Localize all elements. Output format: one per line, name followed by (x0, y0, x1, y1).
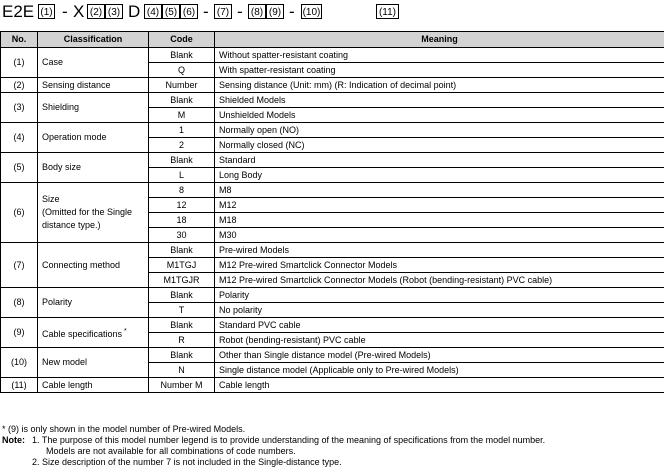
code-cell: Blank (149, 348, 215, 363)
table-header-row (1, 32, 664, 48)
row-number: (8) (1, 288, 38, 318)
meaning-cell: M12 Pre-wired Smartclick Connector Models (Robot (bending-resistant) PVC cable) (215, 273, 664, 288)
header-no: No. (1, 32, 38, 48)
code-cell: Number (149, 78, 215, 93)
row-number: (1) (1, 48, 38, 78)
legend-dash: - (289, 2, 295, 21)
classification-label: Case (42, 57, 64, 67)
table-row (1, 183, 664, 198)
legend-box-9: (9) (266, 4, 284, 19)
classification-cell (38, 183, 149, 243)
meaning-cell: M18 (215, 213, 664, 228)
code-cell: 8 (149, 183, 215, 198)
legend-box-11: (11) (376, 4, 399, 19)
meaning-cell: M8 (215, 183, 664, 198)
header-code: Code (149, 32, 215, 48)
meaning-cell: Without spatter-resistant coating (215, 48, 664, 63)
meaning-cell: Pre-wired Models (215, 243, 664, 258)
table-body (1, 48, 664, 393)
code-cell: Q (149, 63, 215, 78)
code-cell: L (149, 168, 215, 183)
note-1-continuation: Models are not available for all combinations of code numbers. (46, 446, 296, 456)
code-cell: T (149, 303, 215, 318)
meaning-cell: M30 (215, 228, 664, 243)
legend-box-7: (7) (214, 4, 232, 19)
meaning-cell: With spatter-resistant coating (215, 63, 664, 78)
header-classification: Classification (38, 32, 149, 48)
table-row (1, 348, 664, 363)
code-cell: 2 (149, 138, 215, 153)
legend-box-4: (4) (144, 4, 162, 19)
classification-label: Operation mode (42, 132, 107, 142)
table-row (1, 93, 664, 108)
code-cell: Blank (149, 93, 215, 108)
model-number-table (0, 31, 664, 393)
code-cell: Blank (149, 318, 215, 333)
row-number: (6) (1, 183, 38, 243)
legend-box-2: (2) (87, 4, 105, 19)
meaning-cell: Long Body (215, 168, 664, 183)
meaning-cell: Single distance model (Applicable only to Pre-wired Models) (215, 363, 664, 378)
legend-dash: - (203, 2, 209, 21)
legend-d: D (128, 2, 141, 21)
legend-x: X (73, 2, 85, 21)
note-2: 2. Size description of the number 7 is not included in the Single-distance type. (32, 457, 342, 467)
classification-label: Cable specifications (42, 328, 123, 339)
legend-box-5: (5) (162, 4, 180, 19)
classification-label: Sensing distance (42, 79, 111, 90)
classification-label: Connecting method (42, 259, 121, 270)
asterisk-footnote: * (9) is only shown in the model number of Pre-wired Models. (2, 424, 246, 434)
note-1: 1. The purpose of this model number legend is to provide understanding of the meaning of specifications from the model number. (32, 435, 546, 445)
row-number: (10) (1, 348, 38, 378)
meaning-cell: Other than Single distance model (Pre-wired Models) (215, 348, 664, 363)
code-cell: R (149, 333, 215, 348)
code-cell: N (149, 363, 215, 378)
legend-box-3: (3) (105, 4, 123, 19)
table-row (1, 123, 664, 138)
table-row (1, 378, 664, 393)
row-number: (3) (1, 93, 38, 123)
table-row (1, 48, 664, 63)
legend-box-1: (1) (38, 4, 55, 19)
classification-label: Polarity (42, 297, 73, 307)
classification-cell (38, 243, 149, 288)
row-number: (11) (1, 378, 38, 393)
code-cell: M1TGJR (149, 273, 215, 288)
meaning-cell: M12 (215, 198, 664, 213)
classification-cell (38, 123, 149, 153)
row-number: (7) (1, 243, 38, 288)
classification-cell (38, 348, 149, 378)
classification-label: Shielding (42, 102, 80, 112)
code-cell: M (149, 108, 215, 123)
legend-box-10: (10) (301, 4, 322, 19)
row-number: (4) (1, 123, 38, 153)
classification-cell (38, 48, 149, 78)
classification-cell (38, 153, 149, 183)
meaning-cell: Robot (bending-resistant) PVC cable (215, 333, 664, 348)
code-cell: 18 (149, 213, 215, 228)
row-number: (5) (1, 153, 38, 183)
code-cell: Blank (149, 153, 215, 168)
meaning-cell: Polarity (215, 288, 664, 303)
code-cell: 1 (149, 123, 215, 138)
table-row (1, 288, 664, 303)
classification-cell (38, 318, 149, 348)
classification-note: (Omitted for the Single distance type.) (42, 207, 133, 230)
meaning-cell: Normally closed (NC) (215, 138, 664, 153)
code-cell: Number M (149, 378, 215, 393)
classification-cell (38, 378, 149, 393)
meaning-cell: Standard (215, 153, 664, 168)
code-cell: 30 (149, 228, 215, 243)
row-number: (2) (1, 78, 38, 93)
note-label: Note: (2, 435, 25, 445)
legend-box-8: (8) (248, 4, 266, 19)
legend-box-6: (6) (180, 4, 198, 19)
classification-cell (38, 288, 149, 318)
code-cell: 12 (149, 198, 215, 213)
code-cell: M1TGJ (149, 258, 215, 273)
legend-prefix: E2E (2, 2, 35, 21)
footnote-marker: * (124, 327, 127, 335)
meaning-cell: Shielded Models (215, 93, 664, 108)
model-number-legend (0, 0, 664, 30)
code-cell: Blank (149, 48, 215, 63)
code-cell: Blank (149, 288, 215, 303)
table-row (1, 153, 664, 168)
header-meaning: Meaning (215, 32, 664, 48)
meaning-cell: Unshielded Models (215, 108, 664, 123)
table-row (1, 243, 664, 258)
code-cell: Blank (149, 243, 215, 258)
meaning-cell: Cable length (215, 378, 664, 393)
classification-label: New model (42, 357, 88, 367)
classification-cell (38, 93, 149, 123)
classification-label: Body size (42, 162, 82, 172)
meaning-cell: Standard PVC cable (215, 318, 664, 333)
classification-label: Cable length (42, 379, 93, 390)
legend-dash: - (62, 2, 68, 21)
table-row (1, 318, 664, 333)
legend-dash: - (237, 2, 243, 21)
meaning-cell: Normally open (NO) (215, 123, 664, 138)
row-number: (9) (1, 318, 38, 348)
classification-cell (38, 78, 149, 93)
meaning-cell: Sensing distance (Unit: mm) (R: Indication of decimal point) (215, 78, 664, 93)
meaning-cell: M12 Pre-wired Smartclick Connector Models (215, 258, 664, 273)
meaning-cell: No polarity (215, 303, 664, 318)
classification-label: Size (42, 194, 60, 204)
table-row (1, 78, 664, 93)
